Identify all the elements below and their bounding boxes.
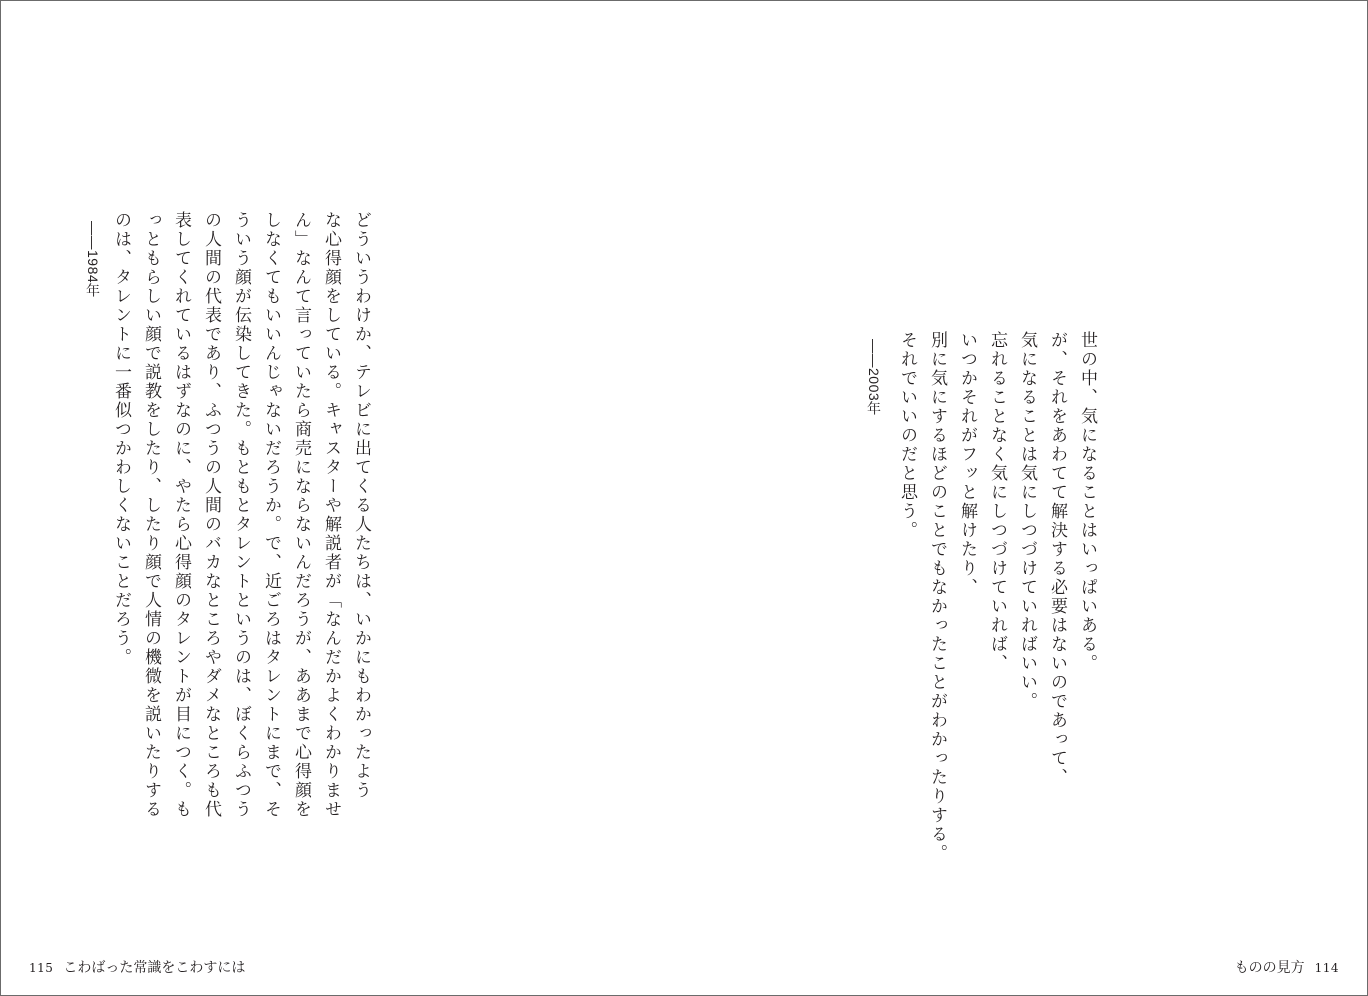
- passage-line: 忘れることなく気にしつづけていれば、: [987, 331, 1007, 673]
- passage-line: の人間の代表であり、ふつうの人間のバカなところやダメなところも代: [201, 211, 221, 819]
- right-running-head: ものの見方: [1234, 960, 1305, 976]
- passage-line: いつかそれがフッと解けたり、: [957, 331, 977, 597]
- passage-line: な心得顔をしている。キャスターや解説者が「なんだかよくわかりませ: [321, 211, 341, 819]
- right-page-number: 114: [1314, 961, 1339, 975]
- passage-line: ういう顔が伝染してきた。もともとタレントというのは、ぼくらふつう: [231, 211, 251, 819]
- passage-line: しなくてもいいんじゃないだろうか。で、近ごろはタレントにまで、そ: [261, 211, 281, 819]
- right-page-footer: [1235, 957, 1339, 977]
- passage-line: ん」なんて言っていたら商売にならないんだろうが、ああまで心得顔を: [291, 211, 311, 819]
- passage-line: それでいいのだと思う。: [897, 331, 917, 540]
- left-page-passage: [106, 211, 376, 819]
- passage-line: 気になることは気にしつづけていればいい。: [1017, 331, 1037, 711]
- passage-line: 別に気にするほどのことでもなかったことがわかったりする。: [927, 331, 947, 863]
- left-page-attribution: ——1984年: [85, 221, 101, 298]
- left-running-head: こわばった常識をこわすには: [63, 960, 246, 976]
- passage-line: 世の中、気になることはいっぱいある。: [1077, 331, 1097, 673]
- passage-line: 表してくれているはずなのに、やたら心得顔のタレントが目につく。も: [171, 211, 191, 819]
- passage-line: のは、タレントに一番似つかわしくないことだろう。: [111, 211, 131, 667]
- passage-line: どういうわけか、テレビに出てくる人たちは、いかにもわかったよう: [351, 211, 371, 800]
- left-page-footer: [29, 957, 245, 977]
- right-page-attribution: ——2003年: [866, 339, 882, 416]
- passage-line: が、それをあわてて解決する必要はないのであって、: [1047, 331, 1067, 787]
- passage-line: っともらしい顔で説教をしたり、したり顔で人情の機微を説いたりする: [141, 211, 161, 819]
- left-page-number: 115: [29, 961, 54, 975]
- right-page-passage: [892, 331, 1102, 863]
